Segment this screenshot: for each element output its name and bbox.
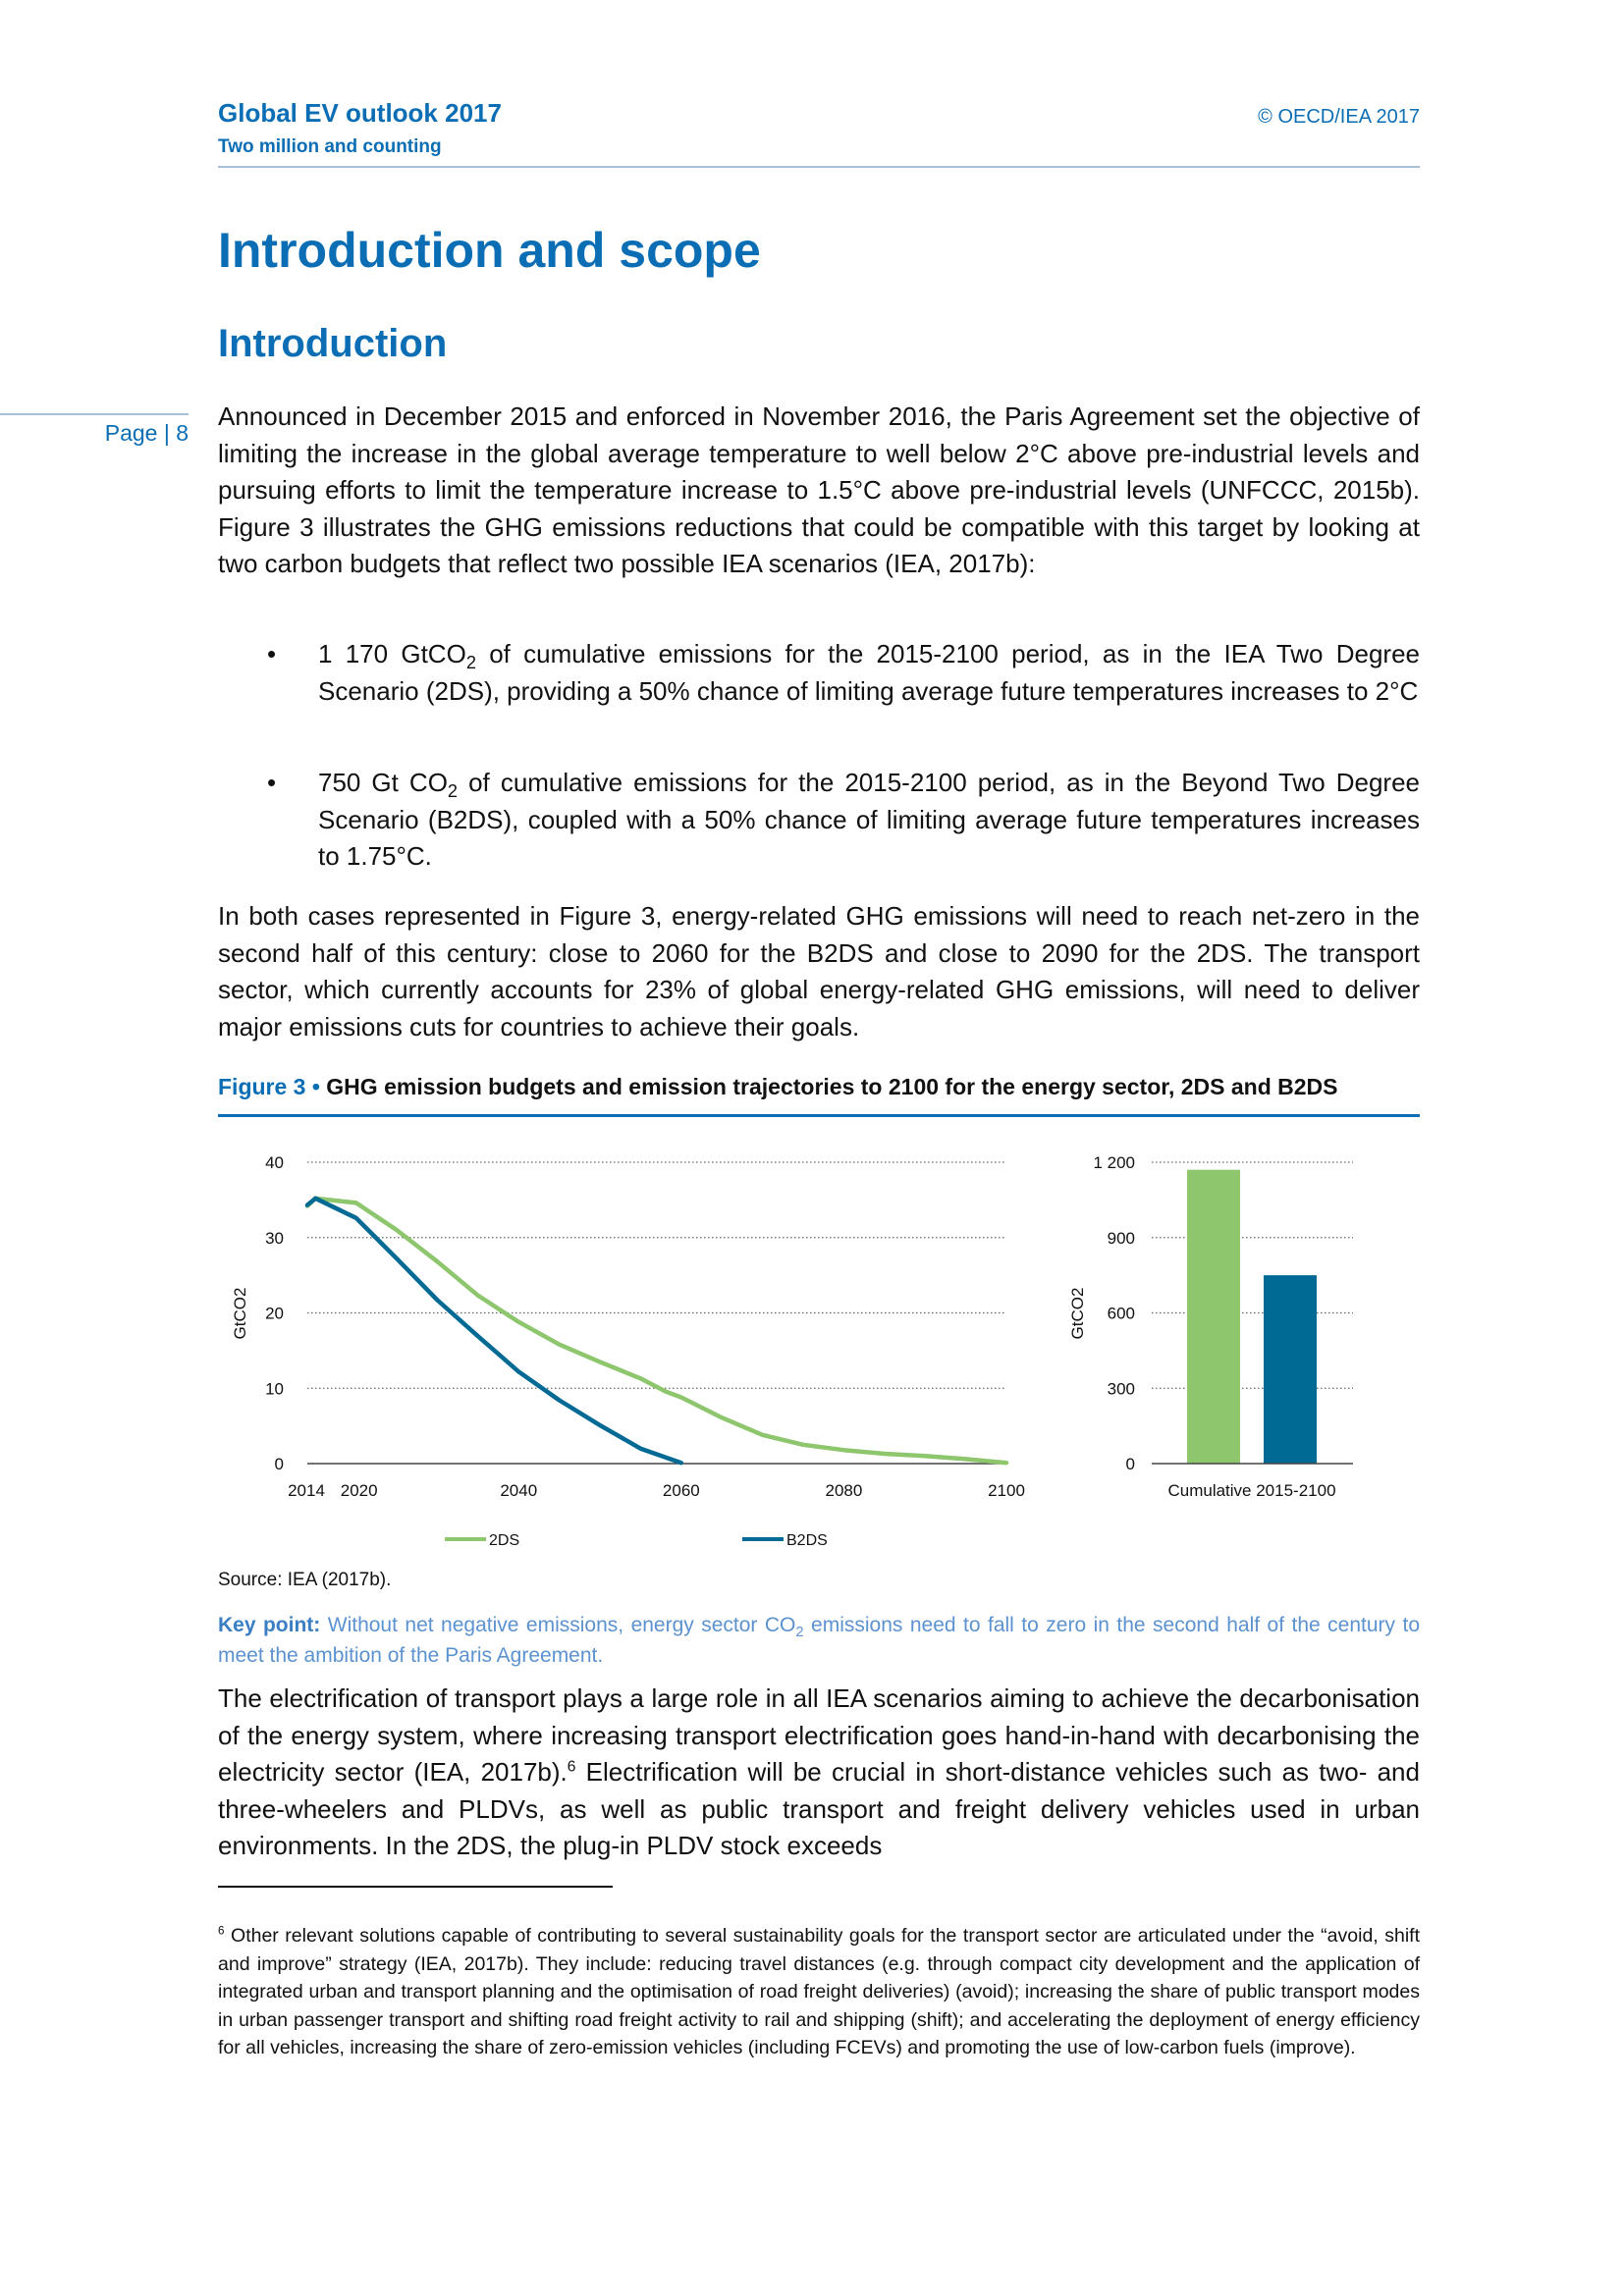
x-tick-label: 2080	[825, 1481, 863, 1500]
key-point-label: Key point:	[218, 1614, 321, 1636]
chapter-title: Introduction and scope	[218, 223, 761, 278]
x-tick-label: 2060	[662, 1481, 700, 1500]
figure-source: Source: IEA (2017b).	[218, 1570, 392, 1590]
paragraph-text: Electrification will be crucial in short-distance vehicles such as two- and three-wheelers and PLDVs, as well as public transport and freight delivery vehicles used in urban environments. In the 2DS, the plug-in PLDV stock exceeds	[218, 1757, 1420, 1860]
x-tick-label: 2040	[500, 1481, 538, 1500]
y-tick-label: 10	[265, 1379, 284, 1399]
paragraph-intro: Announced in December 2015 and enforced in November 2016, the Paris Agreement set the objective of limiting the increase in the global average temperature to well below 2°C above pre-industrial levels and pursuing efforts to limit the temperature increase to 1.5°C above pre-industrial levels (UNFCCC, 2015b). Figure 3 illustrates the GHG emissions reductions that could be compatible with this target by looking at two carbon budgets that reflect two possible IEA scenarios (IEA, 2017b):	[218, 401, 1420, 578]
subscript: 2	[465, 653, 476, 673]
key-point-text: Without net negative emissions, energy sector CO	[320, 1614, 796, 1636]
bullet-icon: •	[267, 639, 277, 668]
y-tick-label: 40	[265, 1153, 284, 1172]
header-title: Global EV outlook 2017	[218, 98, 502, 128]
page-number: Page | 8	[104, 420, 189, 446]
header-subtitle: Two million and counting	[218, 136, 442, 157]
subscript: 2	[795, 1625, 804, 1641]
footnote-number: 6	[218, 1924, 225, 1938]
bullet-text: of cumulative emissions for the 2015-2100 period, as in the Beyond Two Degree Scenario (B2DS), coupled with a 50% chance of limiting average future temperatures increases to 1.75°C.	[318, 768, 1420, 871]
footnote-reference: 6	[567, 1758, 576, 1776]
y-axis-label: GtCO2	[231, 1287, 249, 1340]
y-tick-label: 300	[1107, 1379, 1135, 1399]
bullet-text: of cumulative emissions for the 2015-2100 period, as in the IEA Two Degree Scenario (2DS), providing a 50% chance of limiting average future temperatures increases to 2°C	[318, 639, 1421, 706]
header-copyright: © OECD/IEA 2017	[1258, 106, 1420, 128]
y-tick-label: 0	[1125, 1455, 1135, 1473]
category-label: Cumulative 2015-2100	[1167, 1481, 1336, 1500]
bullet-icon: •	[267, 768, 277, 797]
key-point	[218, 1610, 1420, 1671]
x-tick-label: 2014	[288, 1481, 325, 1500]
key-point-text: emissions need to fall to zero in the second half of the century to meet the ambition of the Paris Agreement.	[218, 1614, 1420, 1667]
bar-b2ds	[1264, 1275, 1317, 1464]
y-tick-label: 1 200	[1093, 1153, 1135, 1172]
paragraph-electrification	[218, 1681, 1420, 1865]
footnote	[218, 1922, 1420, 2062]
x-tick-label: 2100	[988, 1481, 1025, 1500]
bullet-text: 750 Gt CO	[318, 768, 448, 797]
bullet-text: 1 170 GtCO	[318, 639, 466, 668]
subscript: 2	[447, 781, 459, 802]
x-tick-label: 2020	[340, 1481, 378, 1500]
legend-label-2ds: 2DS	[489, 1532, 520, 1549]
y-tick-label: 600	[1107, 1304, 1135, 1323]
bar-2ds	[1187, 1170, 1240, 1464]
y-tick-label: 0	[274, 1455, 284, 1473]
paragraph-net-zero: In both cases represented in Figure 3, energy-related GHG emissions will need to reach net-zero in the second half of this century: close to 2060 for the B2DS and close to 2090 for the 2DS. The transport sector, which currently accounts for 23% of global energy-related GHG emissions, will need to deliver major emissions cuts for countries to achieve their goals.	[218, 901, 1420, 1041]
section-title: Introduction	[218, 322, 448, 365]
figure-label: Figure 3 •	[218, 1074, 320, 1099]
legend-label-b2ds: B2DS	[786, 1532, 828, 1549]
y-tick-label: 900	[1107, 1228, 1135, 1248]
y-tick-label: 20	[265, 1304, 284, 1323]
figure-caption-text: GHG emission budgets and emission trajectories to 2100 for the energy sector, 2DS and B2DS	[319, 1074, 1338, 1099]
footnote-text: Other relevant solutions capable of contributing to several sustainability goals for the transport sector are articulated under the “avoid, shift and improve” strategy (IEA, 2017b). They include: reducing travel distances (e.g. through compact city development and the application of integrated urban and transport planning and the optimisation of road freight deliveries) (avoid); increasing the share of public transport modes in urban passenger transport and shifting road freight activity to rail and shipping (shift); and accelerating the deployment of energy efficiency for all vehicles, increasing the share of zero-emission vehicles (including FCEVs) and promoting the use of low-carbon fuels (improve).	[218, 1925, 1420, 2058]
paragraph-text: The electrification of transport plays a large role in all IEA scenarios aiming to achieve the decarbonisation of the energy system, where increasing transport electrification goes hand-in-hand with decarbonising the electricity sector (IEA, 2017b).	[218, 1683, 1420, 1787]
y-tick-label: 30	[265, 1228, 284, 1248]
footnote-divider	[218, 1886, 613, 1888]
y-axis-label: GtCO2	[1068, 1287, 1087, 1340]
